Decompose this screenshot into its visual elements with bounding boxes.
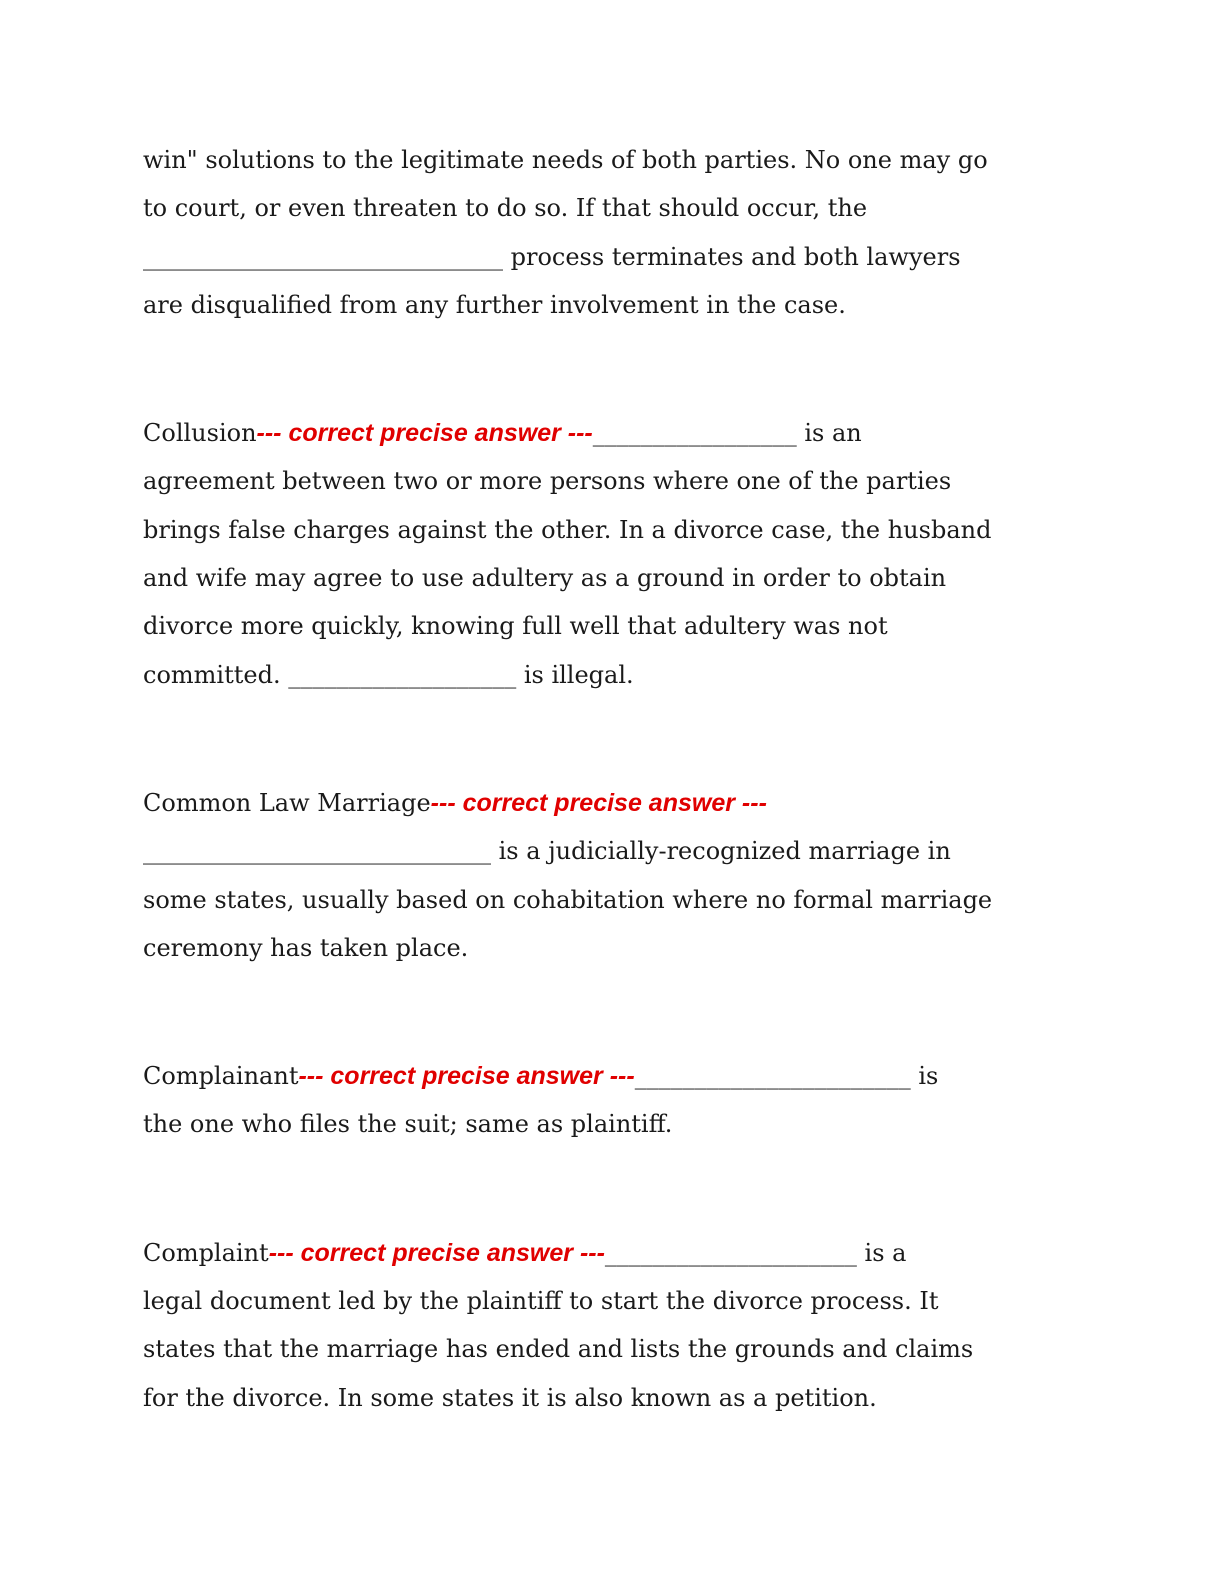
- entry-tail: _________________ is an: [592, 419, 862, 448]
- paragraph-line: committed. ___________________ is illegal.: [143, 660, 634, 689]
- entry-term: Complaint: [143, 1238, 269, 1267]
- paragraph-line: are disqualified from any further involvement in the case.: [143, 290, 846, 319]
- intro-paragraph: [143, 136, 1103, 329]
- paragraph-line: _____________________________ is a judicially-recognized marriage in: [143, 837, 951, 866]
- paragraph-line: states that the marriage has ended and lists the grounds and claims: [143, 1335, 974, 1364]
- entry-tail: _____________________ is a: [604, 1238, 907, 1267]
- paragraph-line: to court, or even threaten to do so. If that should occur, the: [143, 194, 868, 223]
- answer-label: --- correct precise answer ---: [298, 1062, 635, 1091]
- entry-heading-line: [143, 1229, 1103, 1277]
- answer-label: --- correct precise answer ---: [256, 419, 593, 448]
- document-page: [143, 136, 1103, 1422]
- entry-term: Common Law Marriage: [143, 788, 431, 817]
- paragraph-line: agreement between two or more persons where one of the parties: [143, 467, 952, 496]
- answer-label: --- correct precise answer ---: [268, 1238, 605, 1267]
- entry-term: Collusion: [143, 419, 257, 448]
- entry-complaint: [143, 1229, 1103, 1422]
- entry-heading-line: [143, 779, 1103, 827]
- paragraph-line: legal document led by the plaintiff to start the divorce process. It: [143, 1287, 939, 1316]
- entry-heading-line: [143, 409, 1103, 457]
- entry-heading-line: [143, 1052, 1103, 1100]
- paragraph-line: divorce more quickly, knowing full well that adultery was not: [143, 612, 888, 641]
- paragraph-line: ceremony has taken place.: [143, 933, 469, 962]
- paragraph-line: win" solutions to the legitimate needs of both parties. No one may go: [143, 146, 988, 174]
- entry-collusion: [143, 409, 1103, 699]
- answer-label: --- correct precise answer ---: [430, 788, 767, 817]
- paragraph-line: ______________________________ process terminates and both lawyers: [143, 242, 961, 271]
- entry-common-law-marriage: [143, 779, 1103, 972]
- paragraph-line: some states, usually based on cohabitation where no formal marriage: [143, 885, 993, 914]
- entry-complainant: [143, 1052, 1103, 1149]
- entry-tail: _______________________ is: [634, 1062, 939, 1091]
- entry-term: Complainant: [143, 1062, 299, 1091]
- paragraph-line: the one who files the suit; same as plaintiff.: [143, 1110, 673, 1139]
- paragraph-line: for the divorce. In some states it is also known as a petition.: [143, 1383, 877, 1412]
- paragraph-line: and wife may agree to use adultery as a ground in order to obtain: [143, 564, 947, 593]
- paragraph-line: brings false charges against the other. In a divorce case, the husband: [143, 515, 992, 544]
